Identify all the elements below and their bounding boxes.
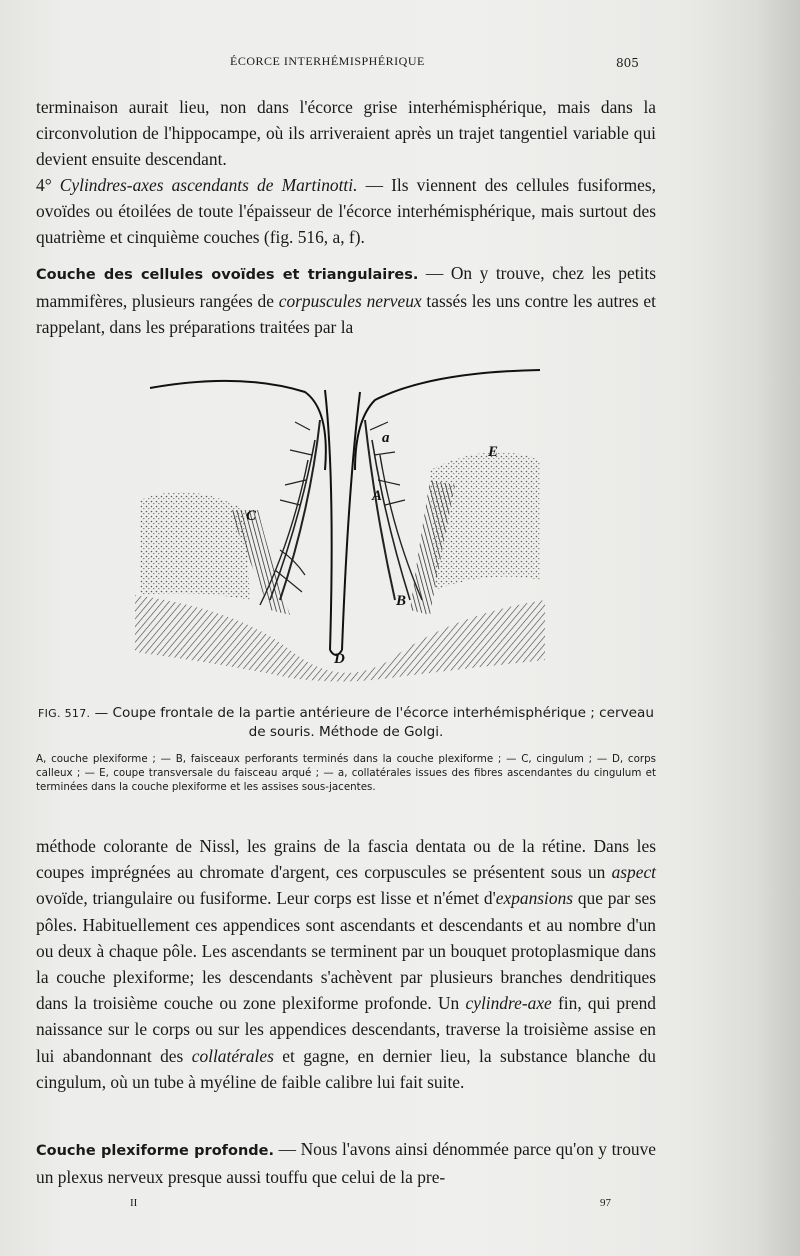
figure-legend: A, couche plexiforme ; — B, faisceaux perforants terminés dans la couche plexiforme ; — C, cingulum ; — D, corps calleux ; — E, coupe transversale du faisceau arqué ; — a, collatérales issues des fibres ascendantes du cingulum et terminées dans la couche plexiforme et les assises sous-jacentes.	[36, 753, 656, 793]
section-heading: Couche des cellules ovoïdes et triangulaires.	[36, 267, 419, 283]
caption-text: — Coupe frontale de la partie antérieure de l'écorce interhémisphérique ; cerveau de souris. Méthode de Golgi.	[90, 705, 654, 740]
figure-illustration	[130, 360, 550, 690]
label-B: B	[396, 593, 407, 609]
paragraph-text: et gagne, en dernier lieu, la substance blanche du cingulum, où un tube à myéline de faible calibre lui fait suite.	[36, 1045, 656, 1092]
emphasis-text: aspect	[611, 862, 656, 883]
paragraph-methode-nissl	[36, 833, 656, 1095]
list-number: 4°	[36, 175, 60, 195]
perforating-fibre	[365, 420, 395, 600]
paragraph-couche-plexiforme	[36, 1136, 656, 1190]
paragraph-couche-ovoides	[36, 260, 656, 341]
emphasis-text: collatérales	[191, 1045, 274, 1066]
paragraph-text: tassés les uns contre les autres et rappelant, dans les préparations traitées par la	[36, 291, 656, 338]
paragraph-text: — Ils viennent des cellules fusiformes, ovoïdes ou étoilées de toute l'épaisseur de l'écorce interhémisphérique, mais surtout des quatrième et cinquième couches (fig. 516, a, f).	[36, 175, 656, 248]
page-number: 805	[616, 56, 639, 70]
label-E: E	[488, 444, 499, 460]
emphasis-text: expansions	[495, 888, 574, 909]
left-outer-arc	[150, 381, 326, 470]
paragraph-text: fin, qui prend naissance sur le corps ou sur les appendices descendants, traverse la troisième assise en lui abandonnant des	[36, 993, 656, 1066]
paragraph-terminaison	[36, 94, 656, 173]
paragraph-text: que par ses pôles. Habituellement ces appendices sont ascendants et descendants et au nombre d'un ou deux à chaque pôle. Les ascendants se terminent par un bouquet protoplasmique dans la couche plexiforme; les descendants s'achèvent par plusieurs branches dendritiques dans la troisième couche ou zone plexiforme profonde. Un	[36, 888, 656, 1014]
fissure-left-wall	[325, 390, 332, 650]
label-A: A	[372, 488, 383, 504]
page-header	[0, 54, 800, 74]
page-edge-shadow	[690, 0, 800, 1256]
paragraph-text: — Nous l'avons ainsi dénommée parce qu'on y trouve un plexus nerveux presque aussi touffu que celui de la pre-	[36, 1139, 656, 1188]
figure-number: FIG. 517.	[38, 707, 91, 720]
paragraph-text: terminaison aurait lieu, non dans l'écorce grise interhémisphérique, mais dans la circonvolution de l'hippocampe, où ils arriveraient après un trajet tangentiel variable qui devient ensuite descendant.	[36, 97, 656, 170]
figure-golgi-section	[130, 360, 550, 690]
running-title: ÉCORCE INTERHÉMISPHÉRIQUE	[230, 54, 425, 68]
label-D: D	[334, 651, 345, 667]
emphasis-text: corpuscules nerveux	[278, 291, 422, 312]
paragraph-text: ovoïde, triangulaire ou fusiforme. Leur corps est lisse et n'émet d'	[36, 888, 496, 909]
paragraph-text: méthode colorante de Nissl, les grains de la fascia dentata ou de la rétine. Dans les coupes imprégnées au chromate d'argent, ces corpuscules se présentent sous un	[36, 836, 656, 883]
corpus-callosum-shading	[135, 595, 545, 682]
sheet-number: 97	[600, 1197, 611, 1209]
emphasis-text: cylindre-axe	[465, 993, 552, 1014]
left-dotted-region	[140, 492, 250, 600]
figure-caption	[36, 704, 656, 742]
section-heading: Couche plexiforme profonde.	[36, 1143, 274, 1159]
subsection-title: Cylindres-axes ascendants de Martinotti.	[59, 175, 358, 195]
label-C: C	[246, 508, 257, 524]
perforating-fibre	[372, 440, 410, 600]
signature-mark: II	[130, 1197, 138, 1209]
label-a: a	[382, 430, 390, 446]
paragraph-martinotti	[36, 172, 656, 251]
paragraph-text: — On y trouve, chez les petits mammifères, plusieurs rangées de	[36, 263, 656, 312]
fissure-right-wall	[342, 392, 360, 650]
